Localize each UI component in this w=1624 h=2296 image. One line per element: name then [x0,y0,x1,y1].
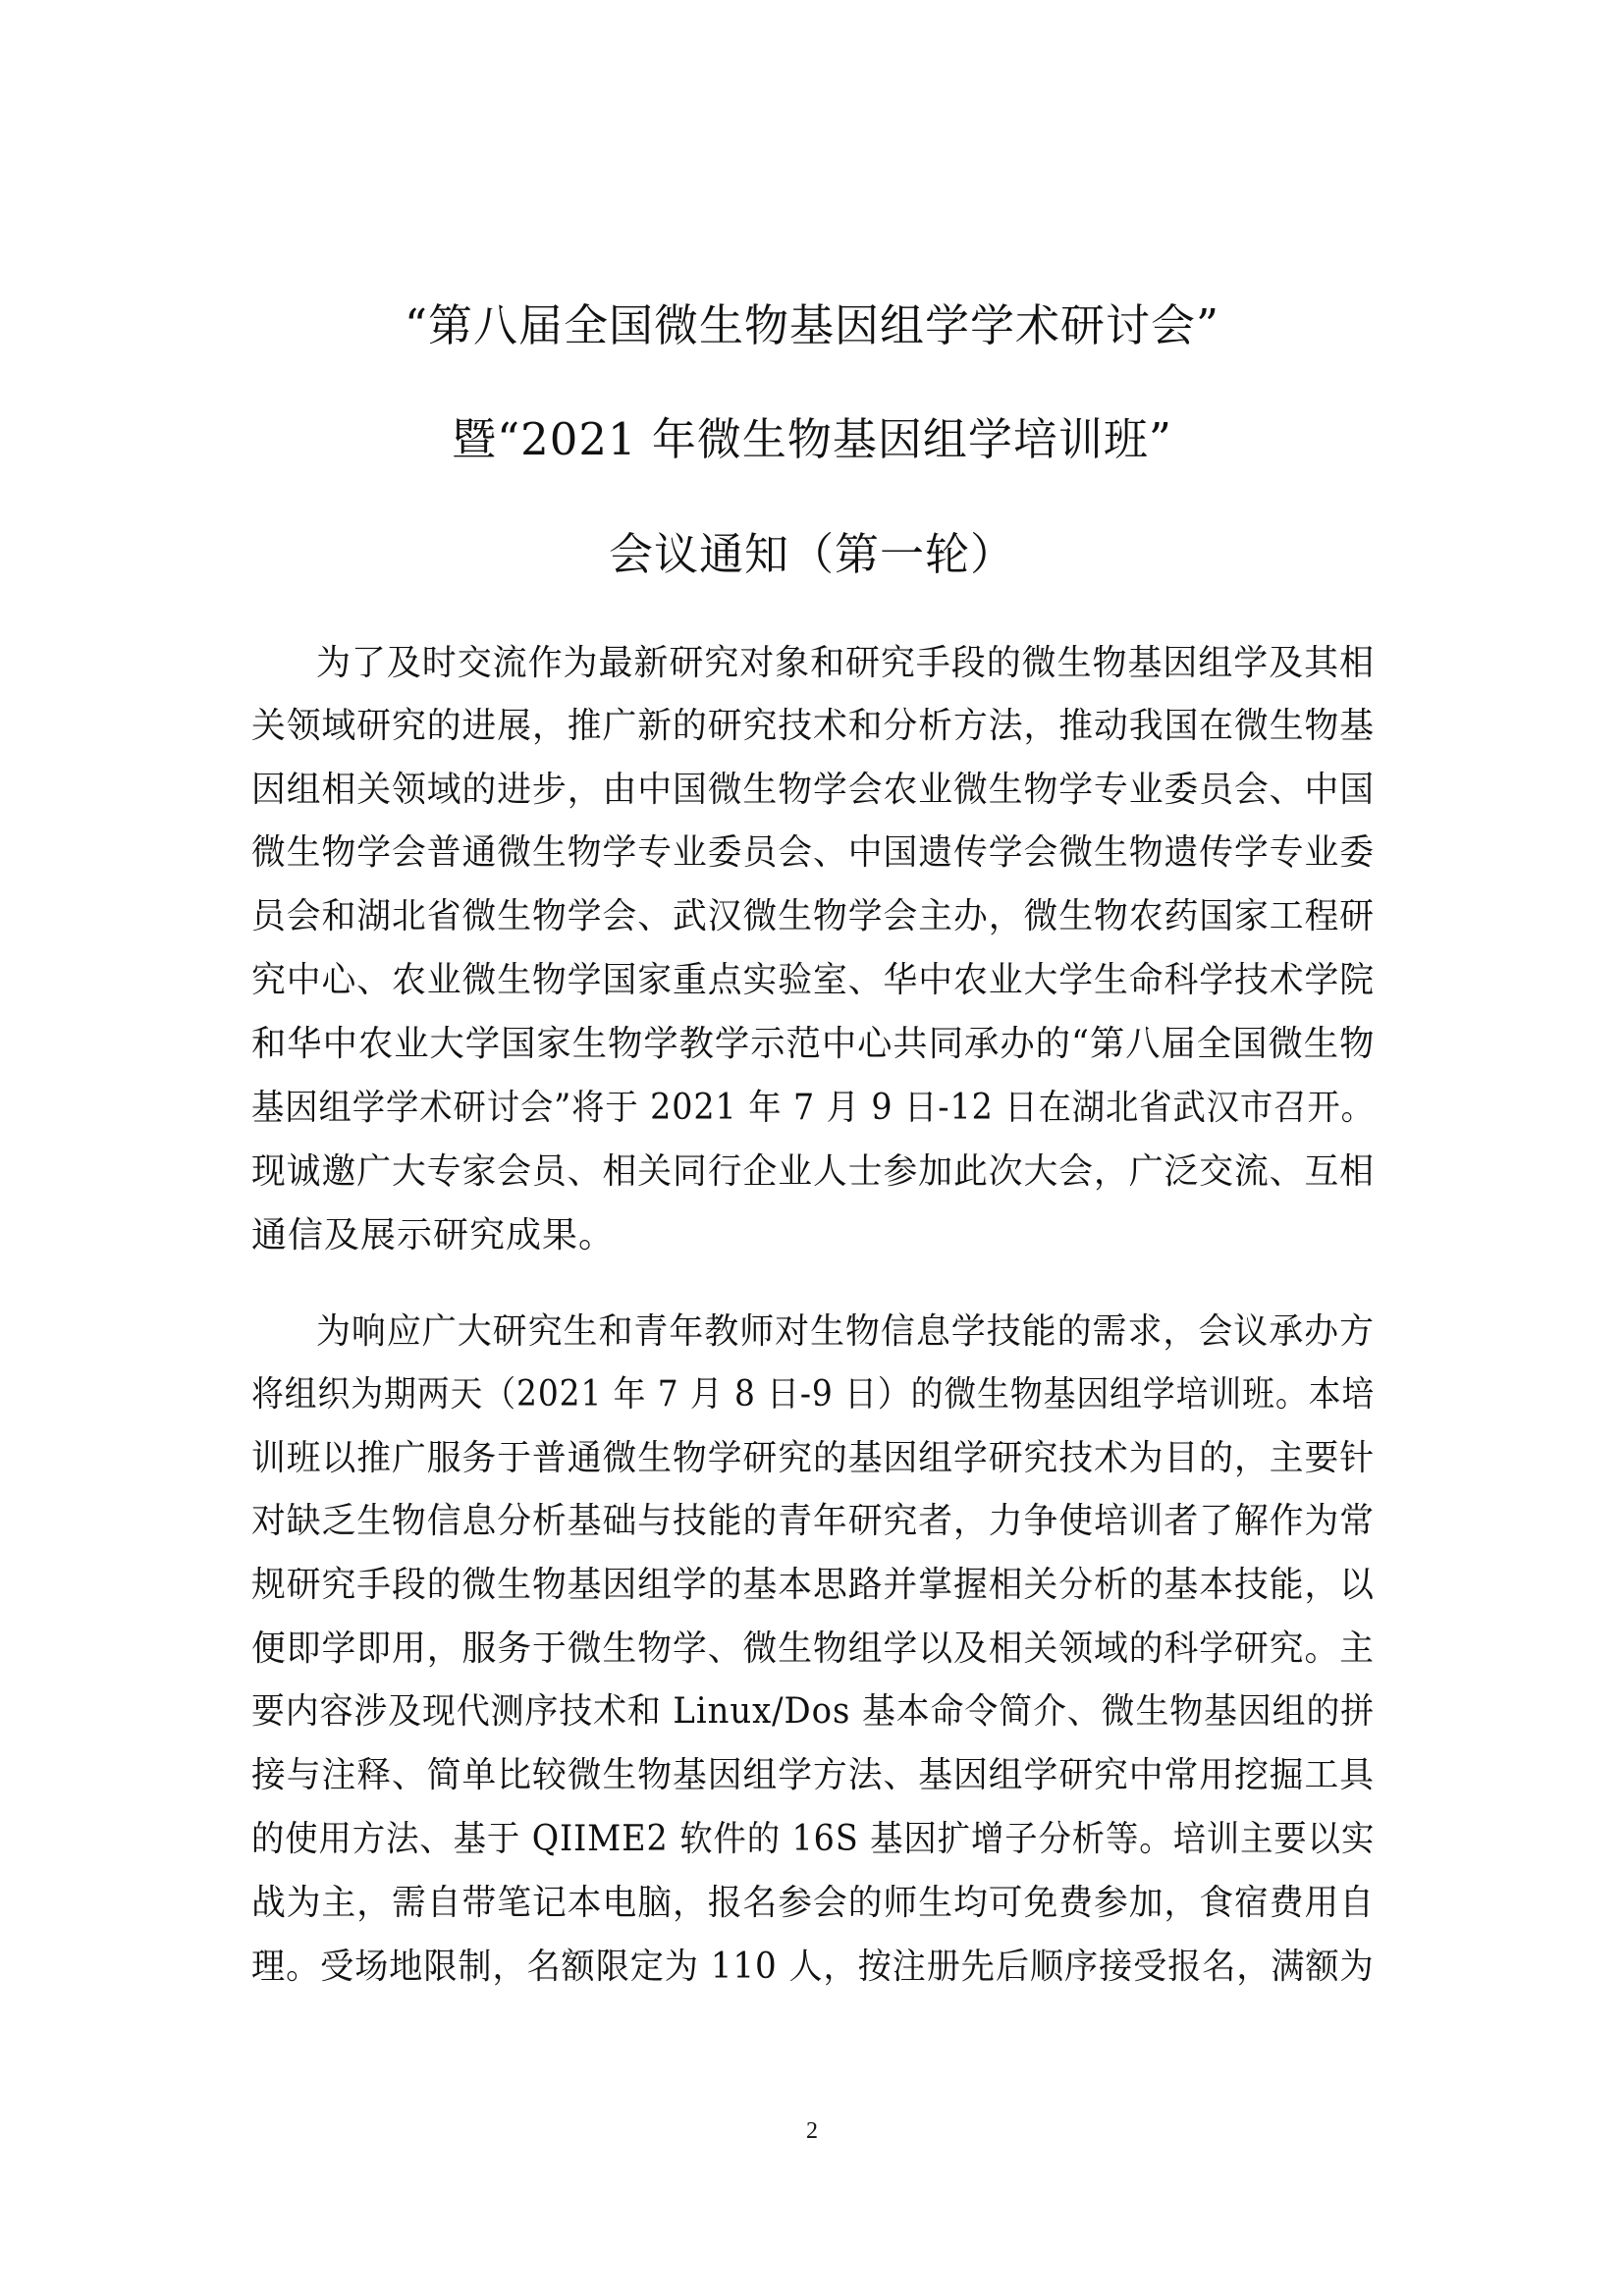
paragraph-1-line: 为了及时交流作为最新研究对象和研究手段的微生物基因组学及其相 [316,643,1376,683]
title-line-1: “第八届全国微生物基因组学学术研讨会” [404,299,1219,351]
paragraph-2-line: 理。受场地限制，名额限定为 110 人，按注册先后顺序接受报名，满额为 [251,1947,1375,1987]
paragraph-1-line: 员会和湖北省微生物学会、武汉微生物学会主办，微生物农药国家工程研 [251,896,1376,936]
paragraph-2-line: 规研究手段的微生物基因组学的基本思路并掌握相关分析的基本技能，以 [251,1565,1376,1605]
paragraph-2-line: 对缺乏生物信息分析基础与技能的青年研究者，力争使培训者了解作为常 [251,1501,1376,1541]
title-line-2: 暨“2021 年微生物基因组学培训班” [452,413,1172,465]
paragraph-1-line: 因组相关领域的进步，由中国微生物学会农业微生物学专业委员会、中国 [251,770,1376,810]
paragraph-2-line: 要内容涉及现代测序技术和 Linux/Dos 基本命令简介、微生物基因组的拼 [251,1691,1376,1732]
paragraph-2-line: 战为主，需自带笔记本电脑，报名参会的师生均可免费参加，食宿费用自 [251,1883,1376,1923]
paragraph-2-line: 接与注释、简单比较微生物基因组学方法、基因组学研究中常用挖掘工具 [251,1755,1376,1795]
paragraph-1-line: 究中心、农业微生物学国家重点实验室、华中农业大学生命科学技术学院 [251,960,1376,1000]
paragraph-2-line: 将组织为期两天（2021 年 7 月 8 日-9 日）的微生物基因组学培训班。本培 [251,1374,1376,1415]
paragraph-1-line: 通信及展示研究成果。 [251,1215,616,1255]
paragraph-1-line: 关领域研究的进展，推广新的研究技术和分析方法，推动我国在微生物基 [251,706,1376,746]
paragraph-1-line: 现诚邀广大专家会员、相关同行企业人士参加此次大会，广泛交流、互相 [251,1151,1376,1192]
title-line-3: 会议通知（第一轮） [608,528,1015,580]
paragraph-1-line: 基因组学学术研讨会”将于 2021 年 7 月 9 日-12 日在湖北省武汉市召开。 [251,1088,1375,1128]
paragraph-2-line: 便即学即用，服务于微生物学、微生物组学以及相关领域的科学研究。主 [251,1629,1376,1669]
page-number: 2 [806,2118,818,2144]
paragraph-2-line: 的使用方法、基于 QIIME2 软件的 16S 基因扩增子分析等。培训主要以实 [251,1819,1376,1859]
paragraph-2-line: 为响应广大研究生和青年教师对生物信息学技能的需求，会议承办方 [316,1311,1376,1352]
paragraph-1-line: 和华中农业大学国家生物学教学示范中心共同承办的“第八届全国微生物 [251,1024,1376,1064]
paragraph-1-line: 微生物学会普通微生物学专业委员会、中国遗传学会微生物遗传学专业委 [251,832,1376,873]
paragraph-2-line: 训班以推广服务于普通微生物学研究的基因组学研究技术为目的，主要针 [251,1438,1376,1478]
